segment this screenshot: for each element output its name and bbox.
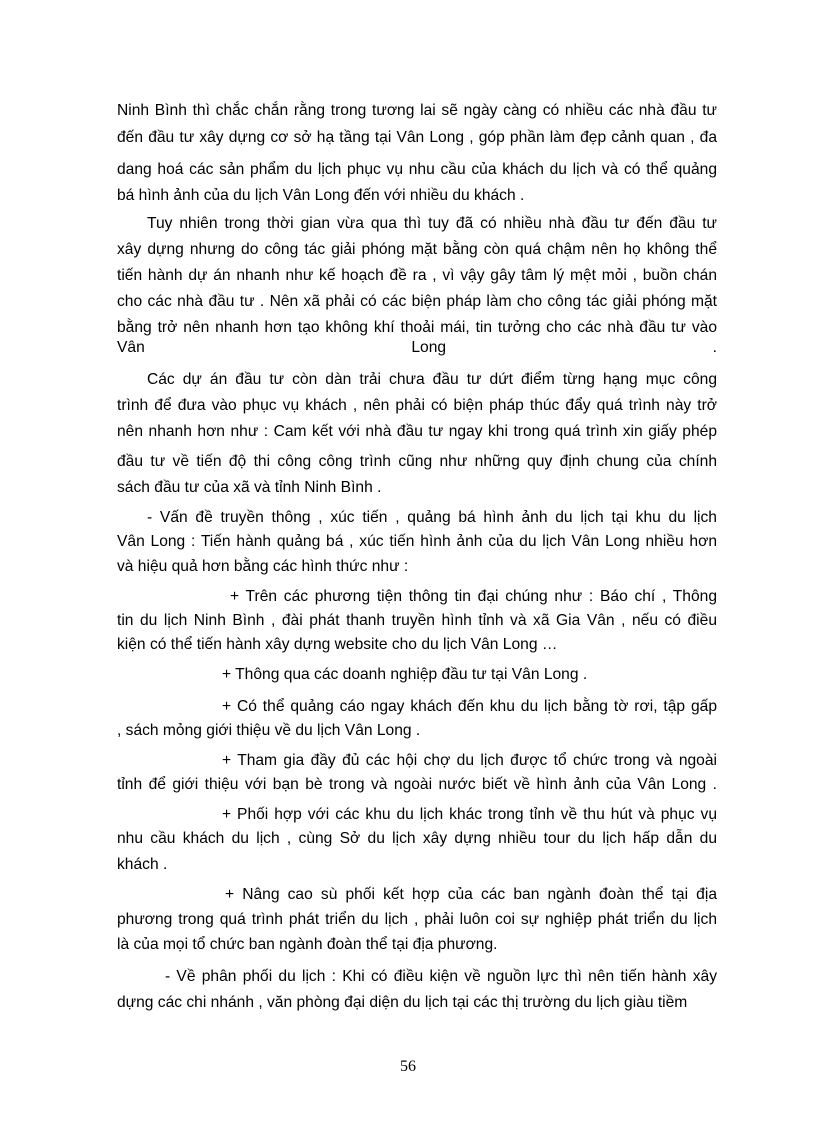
text-line: đầu tư về tiến độ thi công công trình cũng như những quy định chung của chính: [117, 453, 717, 470]
text-line: Tuy nhiên trong thời gian vừa qua thì tuy đã có nhiều nhà đầu tư đến đầu tư: [147, 215, 717, 232]
text-line: - Vấn đề truyền thông , xúc tiến , quảng bá hình ảnh du lịch tại khu du lịch: [147, 509, 717, 526]
text-line: , sách mỏng giới thiệu về du lịch Vân Long .: [117, 722, 421, 739]
page-number: 56: [400, 1058, 416, 1075]
text-line: và hiệu quả hơn bằng các hình thức như :: [117, 558, 409, 575]
text-line: kiện có thể tiến hành xây dựng website cho du lịch Vân Long …: [117, 636, 558, 653]
text-line: bằng trở nên nhanh hơn tạo không khí thoải mái, tin tưởng cho các nhà đầu tư vào: [117, 319, 717, 336]
text-line: xây dựng nhưng do công tác giải phóng mặt bằng còn quá chậm nên họ không thể: [117, 241, 717, 258]
text-line: khách .: [117, 856, 168, 873]
text-line: Ninh Bình thì chắc chắn rằng trong tương lai sẽ ngày càng có nhiều các nhà đầu tư: [117, 102, 717, 119]
text-line: bá hình ảnh của du lịch Vân Long đến với nhiều du khách .: [117, 187, 525, 204]
text-line: là của mọi tổ chức ban ngành đoàn thể tại địa phương.: [117, 936, 498, 953]
text-line: nhu cầu khách du lịch , cùng Sở du lịch xây dựng nhiều tour du lịch hấp dẫn du: [117, 830, 717, 847]
text-line: tỉnh để giới thiệu với bạn bè trong và ngoài nước biết về hình ảnh của Vân Long .: [117, 776, 717, 793]
text-line: - Về phân phối du lịch : Khi có điều kiện về nguồn lực thì nên tiến hành xây: [165, 968, 717, 985]
text-line: Vân Long .: [117, 339, 717, 356]
text-line: cho các nhà đầu tư . Nên xã phải có các biện pháp làm cho công tác giải phóng mặt: [117, 293, 717, 310]
text-line: Vân Long : Tiến hành quảng bá , xúc tiến hình ảnh của du lịch Vân Long nhiều hơn: [117, 533, 717, 550]
text-line: + Có thể quảng cáo ngay khách đến khu du lịch bằng tờ rơi, tập gấp: [222, 698, 717, 715]
text-line: + Thông qua các doanh nghiệp đầu tư tại Vân Long .: [222, 666, 588, 683]
text-line: tiến hành dự án nhanh như kế hoạch đề ra , vì vậy gây tâm lý mệt mỏi , buồn chán: [117, 267, 717, 284]
text-line: Các dự án đầu tư còn dàn trải chưa đầu tư dứt điểm từng hạng mục công: [147, 371, 717, 388]
text-line: + Trên các phương tiện thông tin đại chúng như : Báo chí , Thông: [230, 588, 717, 605]
text-line: đến đầu tư xây dựng cơ sở hạ tầng tại Vân Long , góp phần làm đẹp cảnh quan , đa: [117, 129, 717, 146]
text-line: tin du lịch Ninh Bình , đài phát thanh truyền hình tỉnh và xã Gia Vân , nếu có điều: [117, 612, 717, 629]
text-line: dang hoá các sản phẩm du lịch phục vụ nhu cầu của khách du lịch và có thể quảng: [117, 161, 717, 178]
text-line: + Phối hợp với các khu du lịch khác trong tỉnh về thu hút và phục vụ: [222, 806, 717, 823]
text-line: dựng các chi nhánh , văn phòng đại diện du lịch tại các thị trường du lịch giàu tiềm: [117, 994, 688, 1011]
text-line: + Nâng cao sù phối kết hợp của các ban ngành đoàn thể tại địa: [225, 886, 717, 903]
text-line: sách đầu tư của xã và tỉnh Ninh Bình .: [117, 479, 382, 496]
text-line: trình để đưa vào phục vụ khách , nên phải có biện pháp thúc đẩy quá trình này trở: [117, 397, 717, 414]
text-line: nên nhanh hơn như : Cam kết với nhà đầu tư ngay khi trong quá trình xin giấy phép: [117, 423, 717, 440]
text-line: phương trong quá trình phát triển du lịch , phải luôn coi sự nghiệp phát triển du lịch: [117, 911, 717, 928]
text-line: + Tham gia đầy đủ các hội chợ du lịch được tổ chức trong và ngoài: [222, 752, 717, 769]
